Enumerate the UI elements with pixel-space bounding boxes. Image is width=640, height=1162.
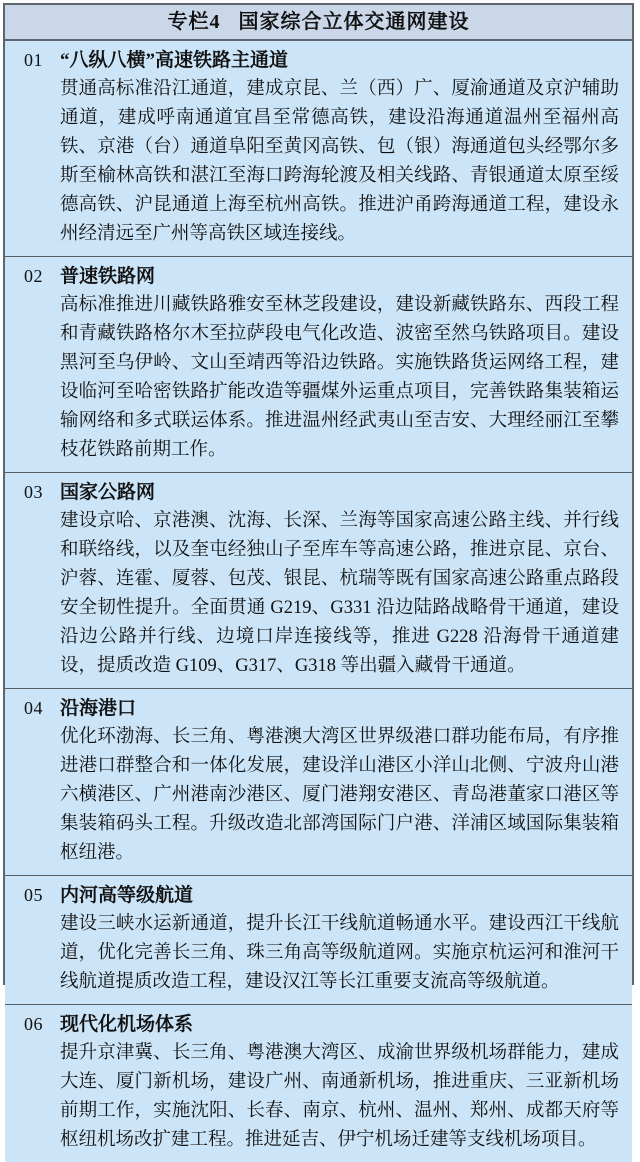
- section-number: 04: [24, 698, 43, 718]
- section-06: [5, 1005, 632, 1162]
- section-heading: 沿海港口: [60, 698, 137, 719]
- section-02-header: [5, 262, 619, 291]
- section-03-header: [5, 478, 619, 507]
- section-heading: 普速铁路网: [60, 266, 156, 287]
- section-02: [5, 257, 632, 473]
- section-05-header: [5, 881, 619, 910]
- section-number: 06: [24, 1014, 43, 1034]
- section-heading: 内河高等级航道: [60, 885, 194, 906]
- section-01-header: [5, 46, 619, 75]
- box-title-main: 国家综合立体交通网建设: [238, 11, 470, 33]
- section-heading: 国家公路网: [60, 482, 156, 503]
- section-number: 05: [24, 885, 43, 905]
- section-number: 03: [24, 482, 43, 502]
- section-05: [5, 876, 632, 1005]
- section-03: [5, 473, 632, 689]
- sections-container: [5, 41, 632, 1162]
- column-box: [3, 3, 634, 1150]
- section-number: 02: [24, 266, 43, 286]
- section-number: 01: [24, 50, 43, 70]
- section-04: [5, 689, 632, 876]
- section-06-header: [5, 1010, 619, 1039]
- section-heading: 现代化机场体系: [60, 1014, 194, 1035]
- section-body: 提升京津冀、长三角、粤港澳大湾区、成渝世界级机场群能力，建成大连、厦门新机场，建设广州、南通新机场，推进重庆、三亚新机场前期工作，实施沈阳、长春、南京、杭州、温州、郑州、成都天府等枢纽机场改扩建工程。推进延吉、伊宁机场迁建等支线机场项目。: [60, 1043, 619, 1150]
- section-04-header: [5, 694, 619, 723]
- section-body: 高标准推进川藏铁路雅安至林芝段建设，建设新藏铁路东、西段工程和青藏铁路格尔木至拉萨段电气化改造、波密至然乌铁路项目。建设黑河至乌伊岭、文山至靖西等沿边铁路。实施铁路货运网络工程，建设临河至哈密铁路扩能改造等疆煤外运重点项目，完善铁路集装箱运输网络和多式联运体系。推进温州经武夷山至吉安、大理经丽江至攀枝花铁路前期工作。: [60, 295, 619, 460]
- section-heading: “八纵八横”高速铁路主通道: [60, 50, 289, 71]
- section-body: 优化环渤海、长三角、粤港澳大湾区世界级港口群功能布局，有序推进港口群整合和一体化发展，建设洋山港区小洋山北侧、宁波舟山港六横港区、广州港南沙港区、厦门港翔安港区、青岛港董家口港区等集装箱码头工程。升级改造北部湾国际门户港、洋浦区域国际集装箱枢纽港。: [60, 727, 619, 863]
- box-title-bar: [5, 5, 632, 41]
- section-01: [5, 41, 632, 257]
- section-body: 贯通高标准沿江通道，建成京昆、兰（西）广、厦渝通道及京沪辅助通道，建成呼南通道宜昌至常德高铁，建设沿海通道温州至福州高铁、京港（台）通道阜阳至黄冈高铁、包（银）海通道包头经鄂尔多斯至榆林高铁和湛江至海口跨海轮渡及相关线路、青银通道太原至绥德高铁、沪昆通道上海至杭州高铁。推进沪甬跨海通道工程，建设永州经清远至广州等高铁区域连接线。: [60, 79, 619, 244]
- section-body: 建设京哈、京港澳、沈海、长深、兰海等国家高速公路主线、并行线和联络线，以及奎屯经独山子至库车等高速公路，推进京昆、京台、沪蓉、连霍、厦蓉、包茂、银昆、杭瑞等既有国家高速公路重点路段安全韧性提升。全面贯通 G219、G331 沿边陆路战略骨干通道，建设沿边公路并行线、边境口岸连接线等，推进 G228 沿海骨干通道建设，提质改造 G109、G317、G318 等出疆入藏骨干通道。: [60, 511, 619, 676]
- section-body: 建设三峡水运新通道，提升长江干线航道畅通水平。建设西江干线航道，优化完善长三角、珠三角高等级航道网。实施京杭运河和淮河干线航道提质改造工程，建设汉江等长江重要支流高等级航道。: [60, 914, 619, 992]
- box-title-prefix: 专栏4: [167, 11, 221, 33]
